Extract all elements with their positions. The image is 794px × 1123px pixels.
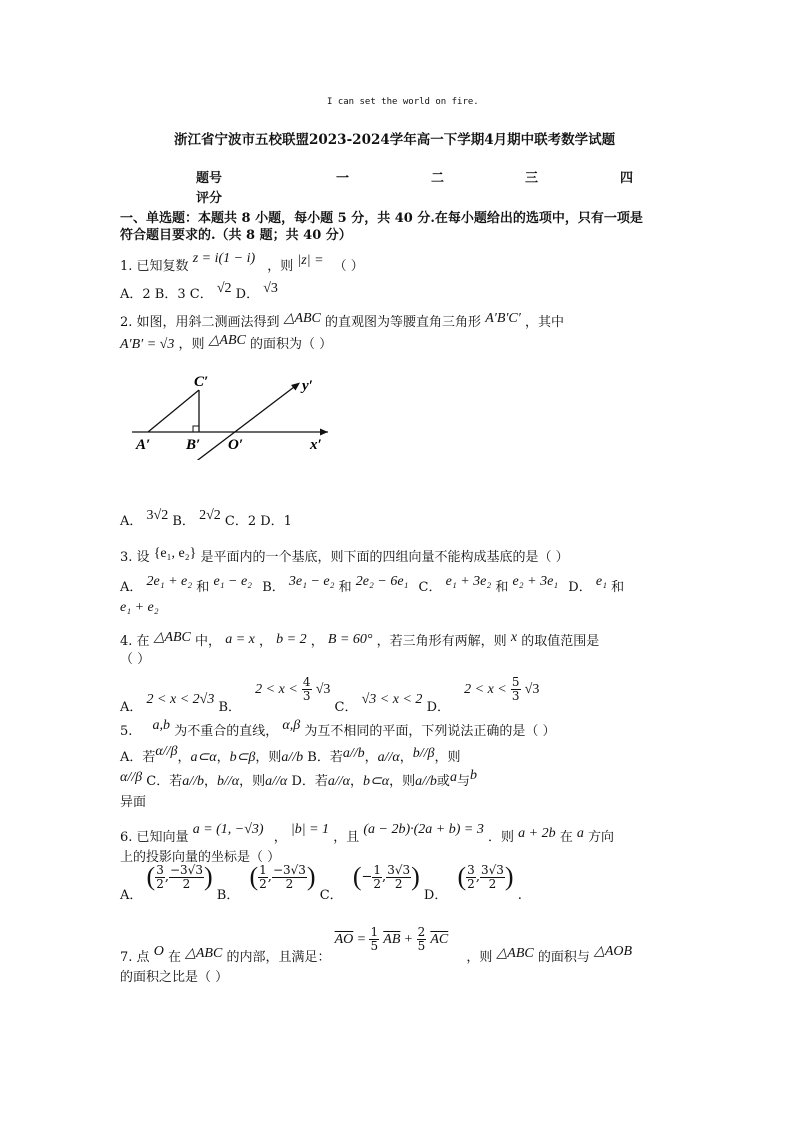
q5-options-line2 bbox=[120, 770, 477, 790]
q5-b-cond2: a//α bbox=[377, 750, 400, 765]
label-o-prime: O′ bbox=[228, 437, 244, 453]
q5-b-result: α//β bbox=[120, 770, 143, 785]
q5-a-result: a//b bbox=[281, 750, 304, 765]
q4-b-root: √3 bbox=[315, 682, 331, 697]
q6-a-d1: 2 bbox=[156, 876, 164, 891]
q6-condition: (a − 2b)·(2a + b) = 3 bbox=[363, 822, 484, 837]
q6-c-n1: 1 bbox=[373, 862, 382, 877]
q1-expression: z = i(1 − i) bbox=[192, 251, 256, 266]
q6-option-c-open: ( bbox=[352, 862, 362, 891]
q6-d-frac1 bbox=[466, 864, 476, 891]
q7-f1n: 1 bbox=[370, 925, 379, 939]
q7-stem-a: 7. 点 bbox=[120, 950, 150, 965]
q5-a-cond2: a⊂α bbox=[190, 750, 217, 765]
q5-options-line1 bbox=[120, 746, 461, 766]
q4-option-a-value: 2 < x < 2√3 bbox=[146, 692, 215, 707]
q3-option-c-vec2: e₂ + 3e₁ bbox=[512, 574, 559, 589]
q5-d-sep1: ， bbox=[350, 774, 364, 789]
q6-option-b-open: ( bbox=[249, 862, 259, 891]
q6-stem-c: ．则 bbox=[487, 830, 514, 845]
q6-d-d2: 2 bbox=[488, 876, 497, 891]
q3-option-b-label: B． bbox=[262, 580, 285, 595]
q4-stem-b: 中， bbox=[195, 634, 222, 649]
q1-option-d-label: D． bbox=[235, 287, 260, 302]
q2-stem-c: ，其中 bbox=[524, 315, 564, 330]
q3-option-d-vec1: e₁ bbox=[595, 574, 607, 589]
score-row-label: 评分 bbox=[196, 191, 223, 206]
q6-end: . bbox=[517, 887, 522, 903]
q6-c-minus: − bbox=[361, 869, 373, 885]
q5-line3: 异面 bbox=[120, 795, 147, 810]
q2-condition: A′B′ = √3 bbox=[120, 337, 175, 352]
q4-options bbox=[120, 675, 540, 715]
q2-stem-d: ，则 bbox=[178, 337, 205, 352]
q6-b-d1: 2 bbox=[259, 876, 267, 891]
q7-vec-ab: $\overline{AB}$ bbox=[383, 932, 401, 947]
q3-option-a-vec1: 2e₁ + e₂ bbox=[146, 574, 193, 589]
q6-option-c-label: C． bbox=[319, 887, 343, 903]
q5-c-sep1: ， bbox=[203, 774, 217, 789]
q6-projected-vector: a + 2b bbox=[518, 826, 556, 841]
q4-option-c-value: √3 < x < 2 bbox=[361, 692, 423, 707]
q2-option-a-value: 3√2 bbox=[146, 508, 169, 523]
page-title: 浙江省宁波市五校联盟2023-2024学年高一下学期4月期中联考数学试题 bbox=[174, 132, 616, 148]
q2-option-a-label: A． bbox=[120, 514, 143, 529]
q5-b-sep1: ， bbox=[364, 750, 378, 765]
q6-direction-vector: a bbox=[576, 826, 584, 841]
q6-b-n2: −3√3 bbox=[272, 862, 306, 877]
q6-stem-b: ，且 bbox=[333, 830, 360, 845]
q7-triangle-aob: △AOB bbox=[594, 944, 633, 959]
q5-b-prefix: B．若 bbox=[307, 750, 343, 765]
q5-number: 5. bbox=[120, 724, 133, 739]
q5-a-prefix: A．若 bbox=[120, 750, 156, 765]
q5-c-prefix: C．若 bbox=[146, 774, 183, 789]
q6-option-d-label: D． bbox=[423, 887, 448, 903]
q3-option-a-label: A． bbox=[120, 580, 143, 595]
q4-cond-a: a = x bbox=[225, 632, 255, 647]
q7-vec-ac: $\overline{AC}$ bbox=[430, 932, 449, 947]
q7-triangle-abc: △ABC bbox=[496, 946, 534, 961]
q4-option-a-label: A． bbox=[120, 700, 143, 715]
q5-a-then: ，则 bbox=[255, 750, 282, 765]
q4-option-b-fraction bbox=[302, 676, 312, 703]
q4-option-d-value: 2 < x < bbox=[464, 682, 507, 697]
q4-variable: x bbox=[510, 630, 518, 645]
q5-d-cond2: b⊂α bbox=[363, 774, 390, 789]
q4-b-den: 3 bbox=[302, 689, 311, 703]
y-axis bbox=[190, 384, 298, 460]
q6-a-d2: 2 bbox=[182, 876, 191, 891]
q3-stem-a: 3. 设 bbox=[120, 550, 150, 565]
q3-and-d: 和 bbox=[611, 580, 625, 595]
q6-option-a-label: A． bbox=[120, 887, 143, 903]
question-3 bbox=[120, 546, 569, 566]
q4-stem-c: ，若三角形有两解，则 bbox=[376, 634, 507, 649]
q3-option-d-vec2: e₁ + e₂ bbox=[120, 600, 159, 615]
label-x-prime: x′ bbox=[310, 437, 322, 453]
q5-d-result1: a//b bbox=[415, 774, 437, 789]
q1-option-d-value: √3 bbox=[263, 281, 278, 296]
q6-b-frac1 bbox=[258, 864, 268, 891]
x-axis-arrow bbox=[320, 429, 328, 436]
q3-option-c-vec1: e₁ + 3e₂ bbox=[445, 574, 492, 589]
q6-c-d2: 2 bbox=[394, 876, 403, 891]
q5-d-and: 与 bbox=[456, 774, 470, 789]
q2-triangle: △ABC bbox=[283, 311, 321, 326]
q7-line2: 的面积之比是（ ） bbox=[120, 970, 229, 985]
q6-d-d1: 2 bbox=[467, 876, 475, 891]
q4-sep2: ， bbox=[310, 634, 324, 649]
q4-sep1: ， bbox=[259, 634, 273, 649]
q4-paren: （ ） bbox=[120, 652, 151, 667]
q3-option-b-vec1: 3e₁ − e₂ bbox=[288, 574, 335, 589]
q6-c-n2: 3√3 bbox=[387, 862, 411, 877]
q1-stem-b: ，则 bbox=[267, 259, 294, 274]
q5-d-cond1: a//α bbox=[327, 774, 351, 789]
question-1 bbox=[120, 251, 364, 275]
q5-d-prefix: D．若 bbox=[291, 774, 328, 789]
segment-a-c bbox=[148, 390, 199, 432]
q6-b-frac2 bbox=[272, 864, 307, 891]
q6-option-a-close: ) bbox=[203, 862, 213, 891]
q4-option-b-label: B． bbox=[218, 700, 242, 715]
q7-eq: = bbox=[357, 932, 366, 947]
q6-d-frac2 bbox=[480, 864, 505, 891]
q6-option-d-open: ( bbox=[457, 862, 467, 891]
question-6 bbox=[120, 822, 615, 846]
q5-text1: 为不重合的直线， bbox=[174, 724, 279, 739]
q6-a-n2: −3√3 bbox=[169, 862, 203, 877]
q2-options-cd: C．2 D．1 bbox=[224, 514, 292, 529]
q6-option-c-close: ) bbox=[411, 862, 420, 891]
label-b-prime: B′ bbox=[186, 437, 201, 453]
q4-option-d-label: D． bbox=[426, 700, 450, 715]
score-col-2: 二 bbox=[431, 171, 445, 186]
q6-options: A． ( $\frac{3}{2}$ , $\frac{-3√3}{2}$ ) B． ( $\frac{1}{2}$ , $\frac{-3√3}{2}$ ) C． (− $\frac{1}{2}$ , $\frac{3√3}{2}$ ) D． ( $\frac{3}{2}$ , $\frac{3√3}{2}$ ) . bbox=[120, 862, 522, 903]
q6-b-n1: 1 bbox=[259, 862, 267, 877]
q4-cond-angle: B = 60° bbox=[327, 632, 373, 647]
q4-d-num: 5 bbox=[511, 675, 520, 689]
q7-lhs: $\overline{AO}$ bbox=[334, 932, 354, 947]
section-heading-line1: 一、单选题：本题共 8 小题，每小题 5 分，共 40 分.在每小题给出的选项中，只有一项是 bbox=[120, 211, 643, 226]
q5-b-cond1: a//b bbox=[342, 746, 365, 761]
q6-a-frac2 bbox=[169, 864, 204, 891]
q6-a-n1: 3 bbox=[156, 862, 164, 877]
q7-f1d: 5 bbox=[370, 939, 379, 953]
q4-triangle: △ABC bbox=[153, 630, 191, 645]
q7-f2d: 5 bbox=[417, 939, 426, 953]
q3-option-a-vec2: e₁ − e₂ bbox=[213, 574, 253, 589]
right-angle-mark bbox=[193, 426, 199, 432]
q5-a-sep2: ， bbox=[216, 750, 230, 765]
q2-triangle-prime: A′B′C′ bbox=[485, 311, 521, 326]
q1-abs: |z| = bbox=[297, 253, 324, 268]
q7-point: O bbox=[153, 944, 164, 959]
q6-vec-a: a = (1, −√3) bbox=[192, 822, 264, 837]
question-2 bbox=[120, 311, 564, 331]
q6-option-b-label: B． bbox=[216, 887, 240, 903]
q1-paren: （ ） bbox=[333, 259, 364, 274]
section-heading-line2: 符合题目要求的.（共 8 题；共 40 分） bbox=[120, 228, 352, 243]
q4-b-num: 4 bbox=[302, 675, 311, 689]
q3-option-d-label: D． bbox=[568, 580, 592, 595]
q2-stem-e: 的面积为（ ） bbox=[250, 337, 333, 352]
q3-options bbox=[120, 576, 624, 596]
q2-options bbox=[120, 510, 292, 530]
q4-stem-a: 4. 在 bbox=[120, 634, 150, 649]
q6-option-d-close: ) bbox=[504, 862, 514, 891]
score-col-1: 一 bbox=[336, 171, 350, 186]
q5-b-then: ，则 bbox=[434, 750, 461, 765]
q7-stem-e: 的面积与 bbox=[537, 950, 590, 965]
q6-d-n1: 3 bbox=[467, 862, 475, 877]
q2-stem-b: 的直观图为等腰直角三角形 bbox=[325, 315, 482, 330]
q7-frac1 bbox=[369, 926, 379, 953]
q4-d-root: √3 bbox=[524, 682, 540, 697]
q6-option-a-open: ( bbox=[146, 862, 156, 891]
q7-f2n: 2 bbox=[417, 925, 426, 939]
q5-b-sep2: ， bbox=[399, 750, 413, 765]
q7-stem-d: ，则 bbox=[466, 950, 493, 965]
q5-c-then: ，则 bbox=[239, 774, 266, 789]
q4-option-d-fraction bbox=[511, 676, 521, 703]
q2-stem-a: 2. 如图，用斜二测画法得到 bbox=[120, 315, 280, 330]
q6-line2: 上的投影向量的坐标是（ ） bbox=[120, 850, 281, 865]
q1-option-c-value: √2 bbox=[216, 281, 232, 296]
q5-planes: α,β bbox=[282, 718, 301, 733]
label-c-prime: C′ bbox=[194, 374, 209, 390]
q5-a-sep1: ， bbox=[177, 750, 191, 765]
q3-basis: {e₁, e₂} bbox=[153, 546, 197, 561]
q3-option-b-vec2: 2e₂ − 6e₁ bbox=[355, 574, 409, 589]
question-5 bbox=[120, 720, 555, 740]
q3-stem-b: 是平面内的一个基底，则下面的四组向量不能构成基底的是（ ） bbox=[200, 550, 569, 565]
q2-option-b-value: 2√2 bbox=[199, 508, 221, 523]
q6-option-b-close: ) bbox=[306, 862, 316, 891]
q6-stem-d: 在 bbox=[559, 830, 573, 845]
question-2-line2 bbox=[120, 333, 332, 353]
q5-text2: 为互不相同的平面，下列说法正确的是（ ） bbox=[304, 724, 556, 739]
q7-triangle: △ABC bbox=[185, 946, 223, 961]
q7-vector-equation bbox=[334, 925, 453, 953]
q5-d-or: 或 bbox=[436, 774, 450, 789]
header-note: I can set the world on fire. bbox=[327, 97, 479, 107]
q1-options-abc: A．2 B．3 C． bbox=[120, 287, 213, 302]
q6-vec-b: |b| = 1 bbox=[290, 822, 330, 837]
q4-option-b-value: 2 < x < bbox=[255, 682, 298, 697]
q5-a-cond3: b⊂β bbox=[229, 750, 256, 765]
q2-option-b-label: B． bbox=[172, 514, 195, 529]
q5-d-line-a: a bbox=[449, 770, 457, 785]
label-a-prime: A′ bbox=[136, 437, 151, 453]
q6-stem-e: 方向 bbox=[588, 830, 615, 845]
q4-option-c-label: C． bbox=[334, 700, 358, 715]
q7-stem-c: 的内部，且满足： bbox=[226, 950, 331, 965]
q4-cond-b: b = 2 bbox=[276, 632, 307, 647]
q3-option-c-label: C． bbox=[418, 580, 442, 595]
q6-c-d1: 2 bbox=[373, 876, 382, 891]
q5-c-cond1: a//b bbox=[182, 774, 204, 789]
q2-triangle-2: △ABC bbox=[208, 333, 246, 348]
score-header-label: 题号 bbox=[196, 171, 223, 186]
q7-stem-b: 在 bbox=[167, 950, 181, 965]
q5-d-then: ，则 bbox=[389, 774, 416, 789]
q6-a-frac1 bbox=[155, 864, 165, 891]
y-axis-arrow bbox=[291, 383, 300, 391]
q4-stem-d: 的取值范围是 bbox=[521, 634, 600, 649]
q6-c-frac1 bbox=[372, 864, 382, 891]
q3-and-b: 和 bbox=[338, 580, 352, 595]
q7-frac2 bbox=[417, 926, 427, 953]
q5-c-result: a//α bbox=[265, 774, 288, 789]
q6-d-n2: 3√3 bbox=[480, 862, 504, 877]
q5-c-cond2: b//α bbox=[217, 774, 240, 789]
question-4 bbox=[120, 630, 599, 650]
q1-options bbox=[120, 283, 278, 303]
q6-stem-a: 6. 已知向量 bbox=[120, 830, 189, 845]
q1-stem: 1. 已知复数 bbox=[120, 259, 189, 274]
q7-plus: + bbox=[404, 932, 413, 947]
q5-d-line-b: b bbox=[469, 768, 477, 783]
q5-b-cond3: b//β bbox=[412, 746, 435, 761]
q3-and-a: 和 bbox=[196, 580, 210, 595]
q3-and-c: 和 bbox=[495, 580, 509, 595]
q2-figure bbox=[128, 370, 348, 460]
q5-lines: a,b bbox=[152, 718, 171, 733]
score-col-4: 四 bbox=[620, 171, 634, 186]
q4-d-den: 3 bbox=[511, 689, 520, 703]
q6-c-frac2 bbox=[386, 864, 411, 891]
label-y-prime: y′ bbox=[302, 378, 313, 394]
q5-a-cond1: α//β bbox=[155, 744, 178, 759]
q6-sep: ， bbox=[273, 830, 287, 845]
q6-b-d2: 2 bbox=[285, 876, 294, 891]
score-col-3: 三 bbox=[525, 171, 539, 186]
